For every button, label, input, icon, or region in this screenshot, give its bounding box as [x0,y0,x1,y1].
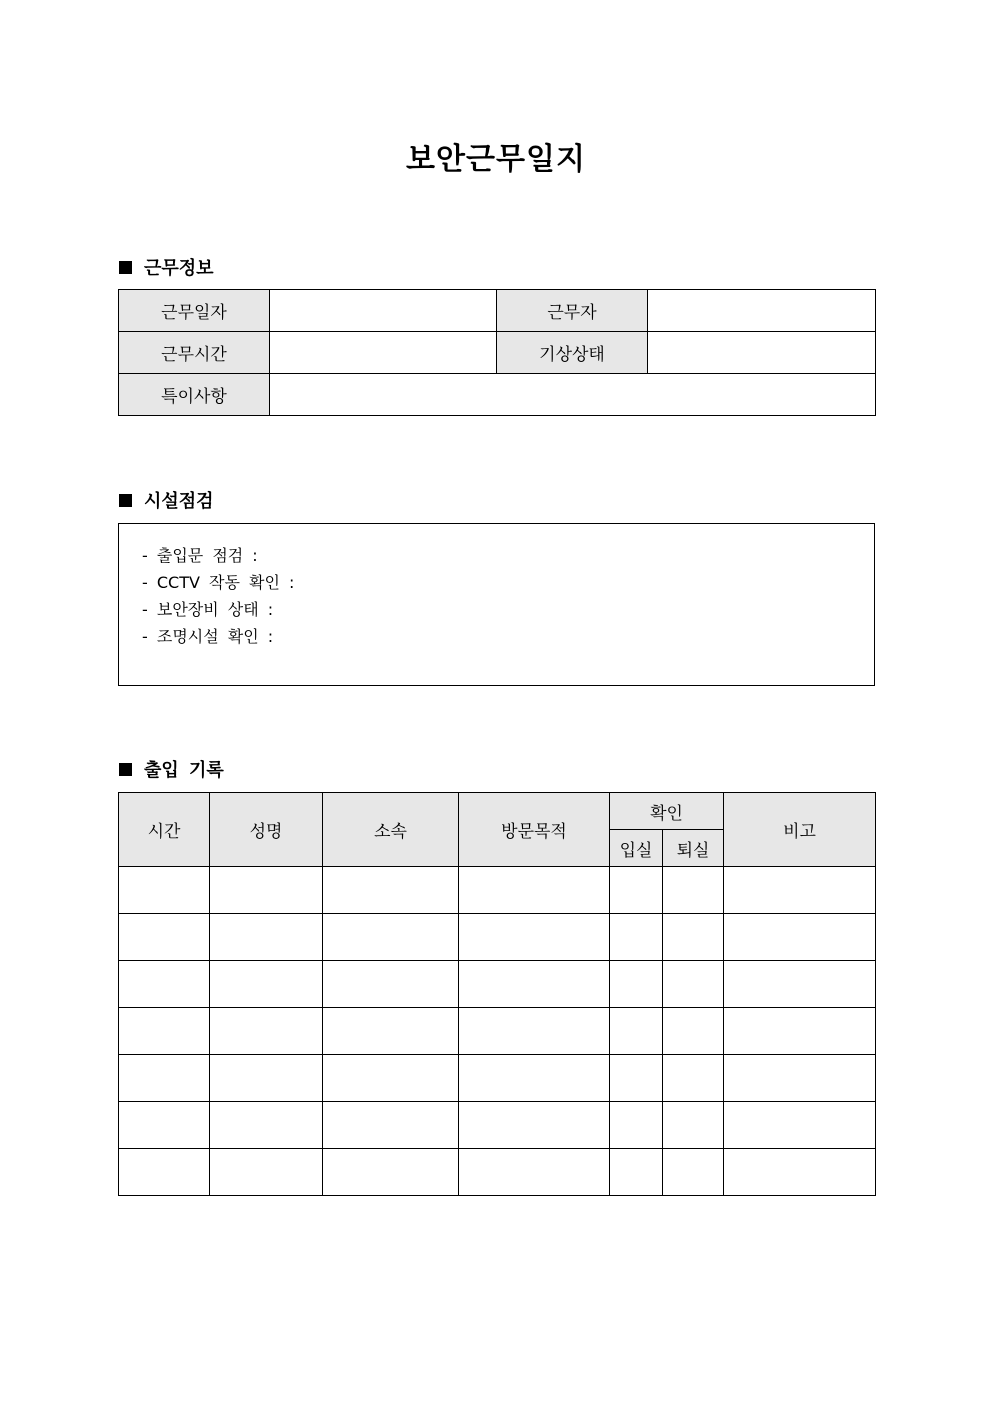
time-cell[interactable] [119,1008,210,1055]
notes-cell[interactable] [724,1008,876,1055]
affiliation-cell[interactable] [323,1149,459,1196]
name-cell[interactable] [210,1008,323,1055]
work-time-label: 근무시간 [119,332,270,374]
name-cell[interactable] [210,1055,323,1102]
remarks-field[interactable] [270,374,876,416]
time-cell[interactable] [119,1149,210,1196]
purpose-cell[interactable] [459,867,610,914]
check-in-cell[interactable] [610,1102,663,1149]
facility-check-heading-text: 시설점검 [144,491,214,512]
check-in-cell[interactable] [610,1149,663,1196]
square-bullet-icon [119,494,132,507]
name-cell[interactable] [210,961,323,1008]
name-cell[interactable] [210,1102,323,1149]
facility-check-item-door: - 출입문 점검 : [142,546,258,565]
check-in-cell[interactable] [610,1008,663,1055]
column-header-time: 시간 [119,793,210,867]
document-title: 보안근무일지 [406,142,586,177]
work-info-row [119,374,876,416]
name-cell[interactable] [210,867,323,914]
notes-cell[interactable] [724,1055,876,1102]
weather-label: 기상상태 [497,332,648,374]
notes-cell[interactable] [724,867,876,914]
remarks-label: 특이사항 [119,374,270,416]
affiliation-cell[interactable] [323,914,459,961]
check-in-cell[interactable] [610,1055,663,1102]
work-info-heading-text: 근무정보 [144,258,214,279]
facility-check-heading [119,487,214,513]
facility-check-item-lighting: - 조명시설 확인 : [142,627,274,646]
column-header-notes: 비고 [724,793,876,867]
purpose-cell[interactable] [459,1102,610,1149]
purpose-cell[interactable] [459,961,610,1008]
square-bullet-icon [119,763,132,776]
affiliation-cell[interactable] [323,1055,459,1102]
purpose-cell[interactable] [459,1149,610,1196]
entry-log-body [119,867,876,1196]
work-info-table [118,289,876,416]
purpose-cell[interactable] [459,1055,610,1102]
name-cell[interactable] [210,914,323,961]
entry-log-header-row [119,793,876,830]
check-out-cell[interactable] [663,867,724,914]
column-header-affiliation: 소속 [323,793,459,867]
column-header-check-out: 퇴실 [663,830,724,867]
check-out-cell[interactable] [663,1102,724,1149]
purpose-cell[interactable] [459,1008,610,1055]
check-out-cell[interactable] [663,1149,724,1196]
weather-field[interactable] [648,332,876,374]
time-cell[interactable] [119,914,210,961]
notes-cell[interactable] [724,914,876,961]
work-info-heading [119,254,214,280]
worker-field[interactable] [648,290,876,332]
affiliation-cell[interactable] [323,1102,459,1149]
check-out-cell[interactable] [663,914,724,961]
table-row [119,914,876,961]
check-in-cell[interactable] [610,914,663,961]
facility-check-box [118,523,875,686]
column-header-check: 확인 [610,793,724,830]
check-out-cell[interactable] [663,1008,724,1055]
facility-check-list [119,524,874,650]
table-row [119,867,876,914]
time-cell[interactable] [119,867,210,914]
square-bullet-icon [119,261,132,274]
table-row [119,961,876,1008]
column-header-name: 성명 [210,793,323,867]
work-info-row [119,332,876,374]
table-row [119,1055,876,1102]
check-out-cell[interactable] [663,1055,724,1102]
check-out-cell[interactable] [663,961,724,1008]
notes-cell[interactable] [724,1102,876,1149]
facility-check-item-equipment: - 보안장비 상태 : [142,600,274,619]
entry-log-heading [119,756,224,782]
work-date-label: 근무일자 [119,290,270,332]
check-in-cell[interactable] [610,961,663,1008]
table-row [119,1149,876,1196]
affiliation-cell[interactable] [323,961,459,1008]
purpose-cell[interactable] [459,914,610,961]
work-time-field[interactable] [270,332,497,374]
work-info-row [119,290,876,332]
affiliation-cell[interactable] [323,1008,459,1055]
table-row [119,1102,876,1149]
time-cell[interactable] [119,961,210,1008]
column-header-purpose: 방문목적 [459,793,610,867]
notes-cell[interactable] [724,961,876,1008]
table-row [119,1008,876,1055]
worker-label: 근무자 [497,290,648,332]
time-cell[interactable] [119,1102,210,1149]
entry-log-heading-text: 출입 기록 [144,760,224,781]
facility-check-item-cctv: - CCTV 작동 확인 : [142,573,295,592]
column-header-check-in: 입실 [610,830,663,867]
time-cell[interactable] [119,1055,210,1102]
check-in-cell[interactable] [610,867,663,914]
work-date-field[interactable] [270,290,497,332]
entry-log-table [118,792,876,1196]
affiliation-cell[interactable] [323,867,459,914]
name-cell[interactable] [210,1149,323,1196]
notes-cell[interactable] [724,1149,876,1196]
